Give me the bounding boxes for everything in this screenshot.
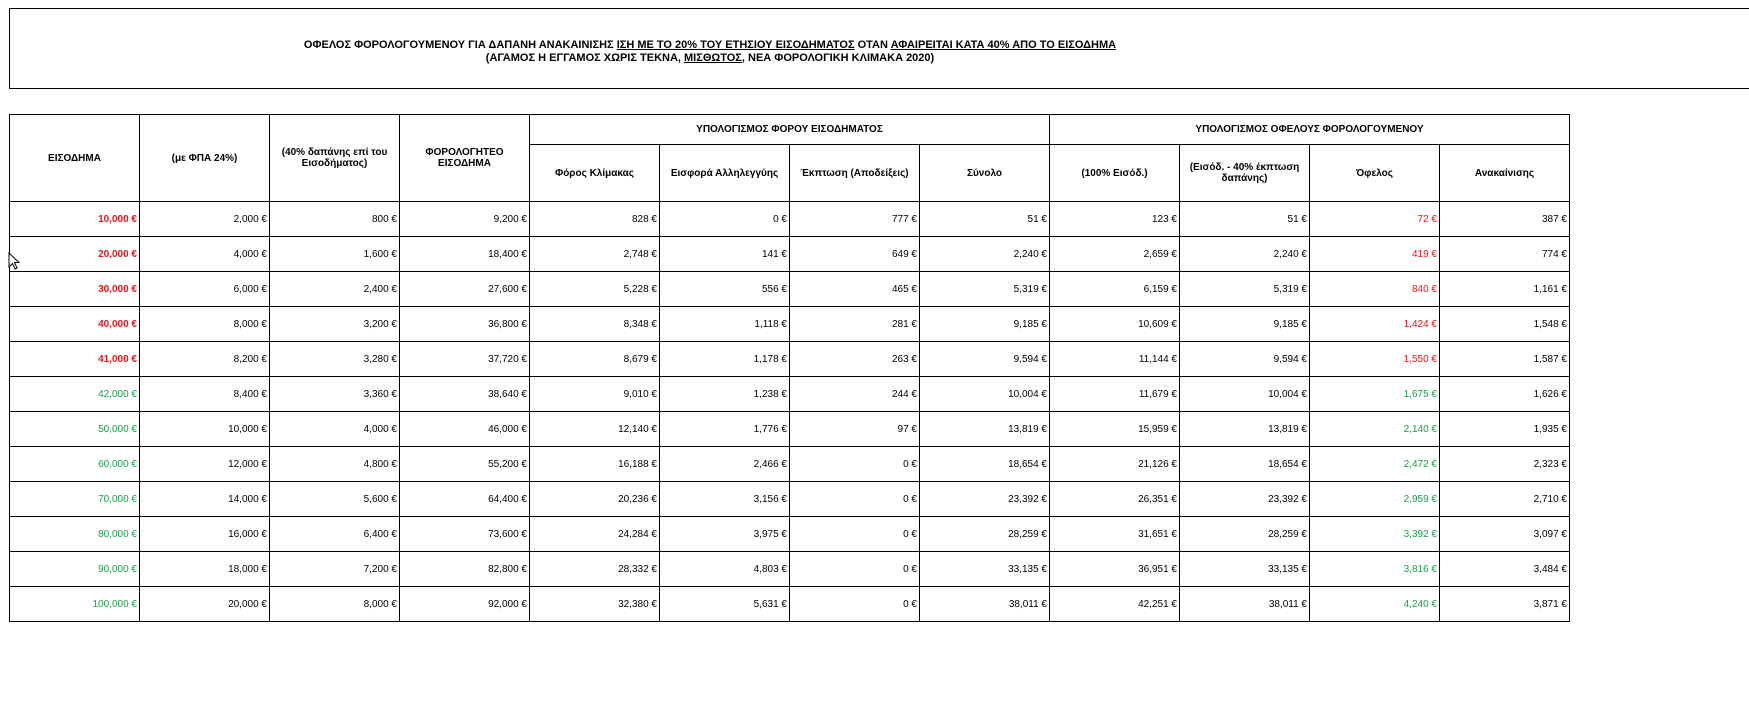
- cell-vat: 16,000 €: [140, 517, 270, 552]
- cell-taxable: 18,400 €: [400, 237, 530, 272]
- cell-scale: 8,348 €: [530, 307, 660, 342]
- cell-ded: 800 €: [270, 202, 400, 237]
- header-full-income: (100% Εισόδ.): [1050, 145, 1180, 202]
- title-line-2: (ΑΓΑΜΟΣ Η ΕΓΓΑΜΟΣ ΧΩΡΙΣ ΤΕΚΝΑ, ΜΙΣΘΩΤΟΣ, ΝΕΑ ΦΟΡΟΛΟΓΙΚΗ ΚΛΙΜΑΚΑ 2020): [485, 52, 935, 64]
- cell-total: 9,185 €: [920, 307, 1050, 342]
- cell-disc: 465 €: [790, 272, 920, 307]
- cell-minus: 13,819 €: [1180, 412, 1310, 447]
- cell-vat: 12,000 €: [140, 447, 270, 482]
- cell-taxable: 92,000 €: [400, 587, 530, 622]
- cell-total: 10,004 €: [920, 377, 1050, 412]
- cell-full: 2,659 €: [1050, 237, 1180, 272]
- cell-disc: 281 €: [790, 307, 920, 342]
- cell-ded: 7,200 €: [270, 552, 400, 587]
- cell-full: 11,679 €: [1050, 377, 1180, 412]
- cell-full: 31,651 €: [1050, 517, 1180, 552]
- cell-disc: 263 €: [790, 342, 920, 377]
- cell-full: 10,609 €: [1050, 307, 1180, 342]
- cell-vat: 18,000 €: [140, 552, 270, 587]
- cell-taxable: 36,800 €: [400, 307, 530, 342]
- table-row: [10, 272, 1570, 307]
- table-body: [10, 202, 1570, 622]
- header-taxable: ΦΟΡΟΛΟΓΗΤΕΟ ΕΙΣΟΔΗΜΑ: [400, 115, 530, 202]
- cell-total: 23,392 €: [920, 482, 1050, 517]
- table-row: [10, 517, 1570, 552]
- cell-sol: 1,776 €: [660, 412, 790, 447]
- cell-taxable: 9,200 €: [400, 202, 530, 237]
- cell-full: 42,251 €: [1050, 587, 1180, 622]
- cell-benefit: 2,959 €: [1310, 482, 1440, 517]
- cell-vat: 20,000 €: [140, 587, 270, 622]
- header-deduction: (40% δαπάνης επί του Εισοδήματος): [270, 115, 400, 202]
- cell-vat: 2,000 €: [140, 202, 270, 237]
- cell-taxable: 82,800 €: [400, 552, 530, 587]
- cell-sol: 0 €: [660, 202, 790, 237]
- table-row: [10, 342, 1570, 377]
- cell-scale: 9,010 €: [530, 377, 660, 412]
- cell-sol: 3,156 €: [660, 482, 790, 517]
- header-discount: Έκπτωση (Αποδείξεις): [790, 145, 920, 202]
- table-row: [10, 307, 1570, 342]
- cell-minus: 2,240 €: [1180, 237, 1310, 272]
- cell-disc: 0 €: [790, 552, 920, 587]
- cell-full: 123 €: [1050, 202, 1180, 237]
- header-scale-tax: Φόρος Κλίμακας: [530, 145, 660, 202]
- cell-vat: 8,200 €: [140, 342, 270, 377]
- cell-taxable: 46,000 €: [400, 412, 530, 447]
- cell-benefit: 1,424 €: [1310, 307, 1440, 342]
- cell-ded: 6,400 €: [270, 517, 400, 552]
- cell-ded: 3,200 €: [270, 307, 400, 342]
- cell-taxable: 73,600 €: [400, 517, 530, 552]
- cell-minus: 38,011 €: [1180, 587, 1310, 622]
- cell-vat: 14,000 €: [140, 482, 270, 517]
- cell-income: 20,000 €: [10, 237, 140, 272]
- cell-income: 70,000 €: [10, 482, 140, 517]
- cell-renov: 2,323 €: [1440, 447, 1570, 482]
- header-solidarity: Εισφορά Αλληλεγγύης: [660, 145, 790, 202]
- cell-minus: 9,185 €: [1180, 307, 1310, 342]
- cell-scale: 32,380 €: [530, 587, 660, 622]
- cell-disc: 0 €: [790, 447, 920, 482]
- cell-scale: 24,284 €: [530, 517, 660, 552]
- cell-renov: 1,935 €: [1440, 412, 1570, 447]
- cell-vat: 8,000 €: [140, 307, 270, 342]
- table-row: [10, 237, 1570, 272]
- cell-benefit: 4,240 €: [1310, 587, 1440, 622]
- title-box: [9, 8, 1749, 89]
- cell-sol: 141 €: [660, 237, 790, 272]
- cell-sol: 1,178 €: [660, 342, 790, 377]
- cell-scale: 12,140 €: [530, 412, 660, 447]
- cell-total: 38,011 €: [920, 587, 1050, 622]
- cell-benefit: 2,140 €: [1310, 412, 1440, 447]
- cell-scale: 28,332 €: [530, 552, 660, 587]
- cell-renov: 1,587 €: [1440, 342, 1570, 377]
- cell-disc: 244 €: [790, 377, 920, 412]
- cell-benefit: 1,550 €: [1310, 342, 1440, 377]
- header-income: ΕΙΣΟΔΗΜΑ: [10, 115, 140, 202]
- cell-income: 30,000 €: [10, 272, 140, 307]
- cell-total: 51 €: [920, 202, 1050, 237]
- cell-minus: 9,594 €: [1180, 342, 1310, 377]
- table-row: [10, 587, 1570, 622]
- table-row: [10, 202, 1570, 237]
- cell-minus: 28,259 €: [1180, 517, 1310, 552]
- cell-scale: 16,188 €: [530, 447, 660, 482]
- cell-full: 26,351 €: [1050, 482, 1180, 517]
- cell-total: 33,135 €: [920, 552, 1050, 587]
- cell-taxable: 38,640 €: [400, 377, 530, 412]
- cell-vat: 8,400 €: [140, 377, 270, 412]
- cell-benefit: 3,392 €: [1310, 517, 1440, 552]
- header-group-benefit: ΥΠΟΛΟΓΙΣΜΟΣ ΟΦΕΛΟΥΣ ΦΟΡΟΛΟΓΟΥΜΕΝΟΥ: [1050, 115, 1570, 145]
- cell-sol: 1,238 €: [660, 377, 790, 412]
- cell-ded: 2,400 €: [270, 272, 400, 307]
- cell-income: 50,000 €: [10, 412, 140, 447]
- cell-taxable: 37,720 €: [400, 342, 530, 377]
- cell-income: 40,000 €: [10, 307, 140, 342]
- cell-total: 18,654 €: [920, 447, 1050, 482]
- cell-benefit: 840 €: [1310, 272, 1440, 307]
- cell-renov: 3,097 €: [1440, 517, 1570, 552]
- title-line-1: ΟΦΕΛΟΣ ΦΟΡΟΛΟΓΟΥΜΕΝΟΥ ΓΙΑ ΔΑΠΑΝΗ ΑΝΑΚΑΙΝΙΣΗΣ ΙΣΗ ΜΕ ΤΟ 20% ΤΟΥ ΕΤΗΣΙΟΥ ΕΙΣΟΔΗΜΑΤΟΣ ΟΤΑΝ ΑΦΑΙΡΕΙΤΑΙ ΚΑΤΑ 40% ΑΠΟ ΤΟ ΕΙΣΟΔΗΜΑ: [303, 39, 1117, 51]
- cell-sol: 5,631 €: [660, 587, 790, 622]
- cell-sol: 556 €: [660, 272, 790, 307]
- cell-income: 90,000 €: [10, 552, 140, 587]
- cell-income: 10,000 €: [10, 202, 140, 237]
- cell-full: 15,959 €: [1050, 412, 1180, 447]
- cell-benefit: 419 €: [1310, 237, 1440, 272]
- cell-total: 2,240 €: [920, 237, 1050, 272]
- cell-ded: 5,600 €: [270, 482, 400, 517]
- cell-vat: 6,000 €: [140, 272, 270, 307]
- cell-full: 36,951 €: [1050, 552, 1180, 587]
- cell-disc: 0 €: [790, 517, 920, 552]
- cell-disc: 649 €: [790, 237, 920, 272]
- cell-disc: 97 €: [790, 412, 920, 447]
- cell-ded: 1,600 €: [270, 237, 400, 272]
- cell-benefit: 72 €: [1310, 202, 1440, 237]
- cell-renov: 1,548 €: [1440, 307, 1570, 342]
- cell-scale: 828 €: [530, 202, 660, 237]
- cell-income: 41,000 €: [10, 342, 140, 377]
- table-row: [10, 552, 1570, 587]
- header-income-minus: (Εισόδ. - 40% έκπτωση δαπάνης): [1180, 145, 1310, 202]
- cell-ded: 3,280 €: [270, 342, 400, 377]
- header-group-tax: ΥΠΟΛΟΓΙΣΜΟΣ ΦΟΡΟΥ ΕΙΣΟΔΗΜΑΤΟΣ: [530, 115, 1050, 145]
- cell-minus: 10,004 €: [1180, 377, 1310, 412]
- cell-vat: 4,000 €: [140, 237, 270, 272]
- header-vat: (με ΦΠΑ 24%): [140, 115, 270, 202]
- cell-scale: 8,679 €: [530, 342, 660, 377]
- mouse-cursor-icon: [8, 252, 22, 272]
- cell-income: 60,000 €: [10, 447, 140, 482]
- cell-renov: 3,871 €: [1440, 587, 1570, 622]
- cell-full: 11,144 €: [1050, 342, 1180, 377]
- cell-minus: 23,392 €: [1180, 482, 1310, 517]
- cell-disc: 0 €: [790, 587, 920, 622]
- cell-ded: 4,800 €: [270, 447, 400, 482]
- cell-minus: 51 €: [1180, 202, 1310, 237]
- table-row: [10, 412, 1570, 447]
- cell-minus: 18,654 €: [1180, 447, 1310, 482]
- cell-scale: 2,748 €: [530, 237, 660, 272]
- cell-income: 42,000 €: [10, 377, 140, 412]
- table-row: [10, 482, 1570, 517]
- cell-total: 5,319 €: [920, 272, 1050, 307]
- cell-full: 6,159 €: [1050, 272, 1180, 307]
- cell-scale: 20,236 €: [530, 482, 660, 517]
- header-renovation: Ανακαίνισης: [1440, 145, 1570, 202]
- cell-taxable: 27,600 €: [400, 272, 530, 307]
- cell-scale: 5,228 €: [530, 272, 660, 307]
- cell-total: 9,594 €: [920, 342, 1050, 377]
- cell-income: 100,000 €: [10, 587, 140, 622]
- cell-renov: 2,710 €: [1440, 482, 1570, 517]
- tax-table: [9, 114, 1570, 622]
- cell-taxable: 64,400 €: [400, 482, 530, 517]
- cell-sol: 3,975 €: [660, 517, 790, 552]
- cell-minus: 5,319 €: [1180, 272, 1310, 307]
- cell-total: 28,259 €: [920, 517, 1050, 552]
- cell-ded: 8,000 €: [270, 587, 400, 622]
- cell-renov: 1,626 €: [1440, 377, 1570, 412]
- cell-benefit: 3,816 €: [1310, 552, 1440, 587]
- cell-renov: 387 €: [1440, 202, 1570, 237]
- table-row: [10, 377, 1570, 412]
- cell-renov: 1,161 €: [1440, 272, 1570, 307]
- table-row: [10, 447, 1570, 482]
- cell-sol: 1,118 €: [660, 307, 790, 342]
- cell-full: 21,126 €: [1050, 447, 1180, 482]
- cell-benefit: 1,675 €: [1310, 377, 1440, 412]
- cell-taxable: 55,200 €: [400, 447, 530, 482]
- cell-vat: 10,000 €: [140, 412, 270, 447]
- cell-minus: 33,135 €: [1180, 552, 1310, 587]
- cell-sol: 4,803 €: [660, 552, 790, 587]
- cell-disc: 777 €: [790, 202, 920, 237]
- cell-renov: 3,484 €: [1440, 552, 1570, 587]
- cell-sol: 2,466 €: [660, 447, 790, 482]
- cell-benefit: 2,472 €: [1310, 447, 1440, 482]
- cell-renov: 774 €: [1440, 237, 1570, 272]
- header-benefit: Όφελος: [1310, 145, 1440, 202]
- cell-ded: 4,000 €: [270, 412, 400, 447]
- cell-disc: 0 €: [790, 482, 920, 517]
- header-total: Σύνολο: [920, 145, 1050, 202]
- cell-total: 13,819 €: [920, 412, 1050, 447]
- cell-income: 80,000 €: [10, 517, 140, 552]
- cell-ded: 3,360 €: [270, 377, 400, 412]
